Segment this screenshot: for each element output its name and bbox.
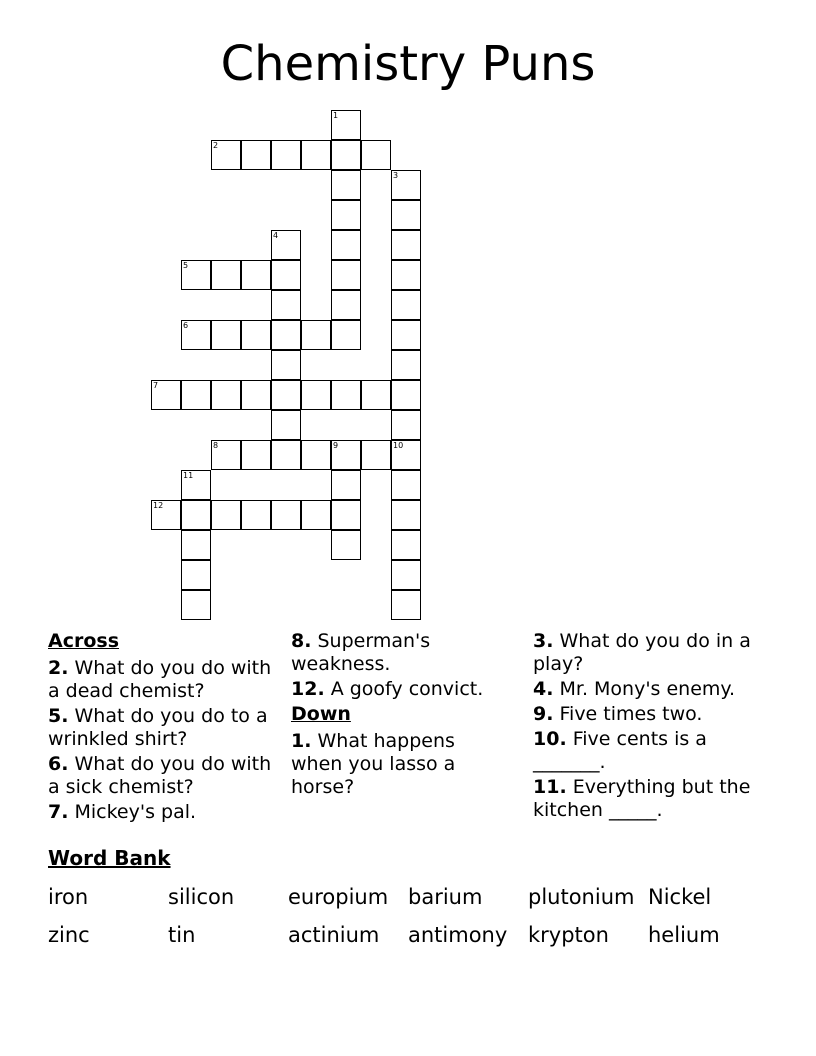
crossword-cell[interactable] [331, 290, 361, 320]
word-bank-item: krypton [528, 923, 609, 947]
word-bank-item: tin [168, 923, 196, 947]
crossword-cell[interactable] [391, 590, 421, 620]
crossword-cell[interactable] [151, 500, 181, 530]
cell-number: 11 [183, 471, 194, 480]
crossword-cell[interactable] [181, 470, 211, 500]
crossword-cell[interactable] [391, 350, 421, 380]
crossword-cell[interactable] [391, 560, 421, 590]
crossword-cell[interactable] [211, 500, 241, 530]
crossword-cell[interactable] [271, 260, 301, 290]
crossword-cell[interactable] [391, 200, 421, 230]
word-bank-item: Nickel [648, 885, 712, 909]
crossword-cell[interactable] [271, 380, 301, 410]
down-heading: Down [291, 703, 351, 725]
clue-across-8: 8. Superman's weakness. [291, 630, 431, 675]
crossword-cell[interactable] [391, 260, 421, 290]
cell-number: 9 [333, 441, 339, 450]
crossword-cell[interactable] [331, 320, 361, 350]
clue-across-2: 2. What do you do with a dead chemist? [48, 657, 272, 702]
crossword-cell[interactable] [361, 380, 391, 410]
clue-down-4: 4. Mr. Mony's enemy. [533, 678, 736, 700]
cell-number: 4 [273, 231, 279, 240]
crossword-cell[interactable] [271, 350, 301, 380]
word-bank-item: actinium [288, 923, 380, 947]
crossword-cell[interactable] [241, 380, 271, 410]
word-bank-item: silicon [168, 885, 235, 909]
clue-down-11: 11. Everything but the kitchen _____. [533, 776, 751, 821]
cell-number: 5 [183, 261, 189, 270]
crossword-cell[interactable] [241, 320, 271, 350]
crossword-cell[interactable] [211, 260, 241, 290]
crossword-cell[interactable] [271, 410, 301, 440]
crossword-cell[interactable] [301, 380, 331, 410]
crossword-cell[interactable] [271, 230, 301, 260]
word-bank-item: helium [648, 923, 720, 947]
crossword-cell[interactable] [391, 410, 421, 440]
crossword-cell[interactable] [331, 380, 361, 410]
clue-across-12: 12. A goofy convict. [291, 678, 484, 700]
crossword-cell[interactable] [331, 110, 361, 140]
crossword-cell[interactable] [331, 470, 361, 500]
crossword-cell[interactable] [241, 260, 271, 290]
crossword-cell[interactable] [391, 320, 421, 350]
cell-number: 8 [213, 441, 219, 450]
clue-column-3 [533, 630, 753, 824]
cell-number: 6 [183, 321, 189, 330]
word-bank-item: iron [48, 885, 89, 909]
crossword-cell[interactable] [331, 140, 361, 170]
crossword-cell[interactable] [271, 500, 301, 530]
crossword-cell[interactable] [181, 260, 211, 290]
word-bank-item: zinc [48, 923, 90, 947]
clue-column-2 [291, 630, 511, 801]
cell-number: 1 [333, 111, 339, 120]
cell-number: 2 [213, 141, 219, 150]
cell-number: 10 [393, 441, 404, 450]
clue-down-9: 9. Five times two. [533, 703, 703, 725]
cell-number: 12 [153, 501, 164, 510]
crossword-cell[interactable] [241, 440, 271, 470]
crossword-cell[interactable] [271, 440, 301, 470]
crossword-cell[interactable] [391, 530, 421, 560]
crossword-cell[interactable] [301, 140, 331, 170]
crossword-cell[interactable] [181, 560, 211, 590]
crossword-cell[interactable] [331, 440, 361, 470]
word-bank-heading: Word Bank [48, 846, 171, 870]
crossword-cell[interactable] [391, 380, 421, 410]
crossword-cell[interactable] [391, 290, 421, 320]
crossword-cell[interactable] [391, 170, 421, 200]
clue-across-6: 6. What do you do with a sick chemist? [48, 753, 272, 798]
crossword-cell[interactable] [241, 500, 271, 530]
crossword-cell[interactable] [271, 290, 301, 320]
across-heading: Across [48, 630, 120, 652]
crossword-cell[interactable] [151, 380, 181, 410]
page-title: Chemistry Puns [220, 36, 596, 92]
clue-across-5: 5. What do you do to a wrinkled shirt? [48, 705, 268, 750]
word-bank-item: antimony [408, 923, 508, 947]
word-bank-item: europium [288, 885, 389, 909]
clue-across-7: 7. Mickey's pal. [48, 801, 197, 823]
crossword-cell[interactable] [331, 200, 361, 230]
crossword-cell[interactable] [301, 500, 331, 530]
cell-number: 3 [393, 171, 399, 180]
crossword-cell[interactable] [331, 170, 361, 200]
clue-down-1: 1. What happens when you lasso a horse? [291, 730, 456, 798]
clue-column-1 [48, 630, 283, 826]
crossword-cell[interactable] [361, 440, 391, 470]
crossword-cell[interactable] [211, 380, 241, 410]
crossword-cell[interactable] [391, 230, 421, 260]
clue-down-10: 10. Five cents is a _______. [533, 728, 707, 773]
crossword-cell[interactable] [391, 440, 421, 470]
crossword-cell[interactable] [211, 440, 241, 470]
word-bank-item: barium [408, 885, 483, 909]
crossword-cell[interactable] [391, 470, 421, 500]
crossword-cell[interactable] [331, 500, 361, 530]
crossword-cell[interactable] [301, 320, 331, 350]
crossword-cell[interactable] [181, 530, 211, 560]
cell-number: 7 [153, 381, 159, 390]
crossword-cell[interactable] [271, 320, 301, 350]
word-bank-item: plutonium [528, 885, 635, 909]
crossword-cell[interactable] [331, 230, 361, 260]
crossword-cell[interactable] [181, 380, 211, 410]
crossword-cell[interactable] [361, 140, 391, 170]
crossword-cell[interactable] [211, 320, 241, 350]
crossword-cell[interactable] [181, 500, 211, 530]
clue-down-3: 3. What do you do in a play? [533, 630, 751, 675]
crossword-cell[interactable] [301, 440, 331, 470]
crossword-cell[interactable] [211, 140, 241, 170]
crossword-cell[interactable] [241, 140, 271, 170]
crossword-cell[interactable] [331, 260, 361, 290]
crossword-cell[interactable] [181, 320, 211, 350]
crossword-cell[interactable] [331, 530, 361, 560]
crossword-cell[interactable] [271, 140, 301, 170]
crossword-cell[interactable] [181, 590, 211, 620]
crossword-cell[interactable] [391, 500, 421, 530]
